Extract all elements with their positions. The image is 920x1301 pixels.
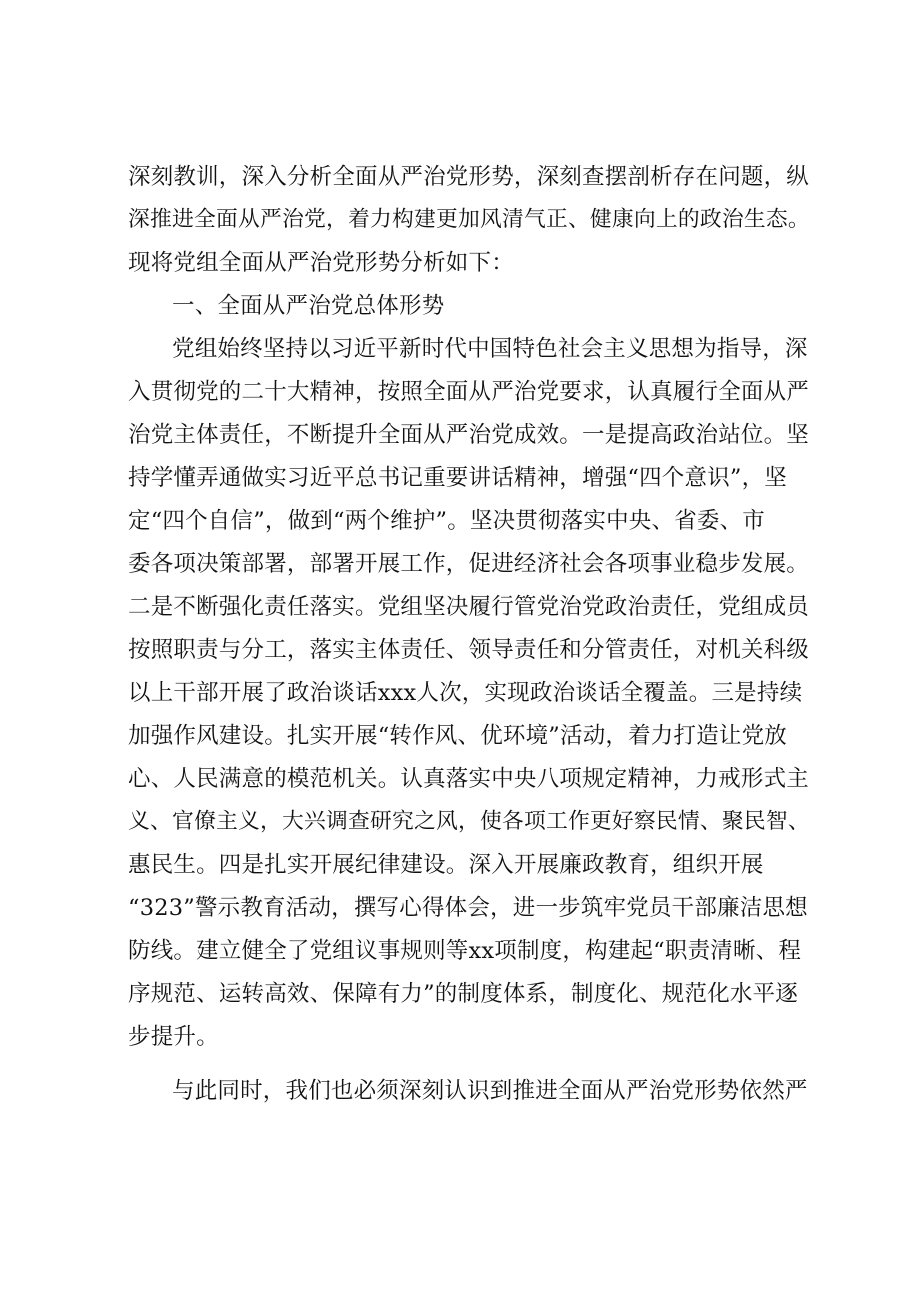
body-line-12: 义、官僚主义，大兴调查研究之风，使各项工作更好察民情、聚民智、 — [128, 809, 810, 834]
body-line-9: 以上干部开展了政治谈话xxx人次，实现政治谈话全覆盖。三是持续 — [128, 680, 803, 706]
body-line-17: 步提升。 — [128, 1024, 219, 1050]
body-line-1: 党组始终坚持以习近平新时代中国特色社会主义思想为指导，深 — [172, 336, 808, 362]
body-line-5: 定“四个自信”，做到“两个维护”。坚决贯彻落实中央、省委、市 — [128, 508, 766, 534]
intro-line-3: 现将党组全面从严治党形势分析如下： — [128, 250, 514, 276]
section-heading: 一、全面从严治党总体形势 — [172, 293, 445, 319]
body-line-4: 持学懂弄通做实习近平总书记重要讲话精神，增强“四个意识”，坚 — [128, 465, 788, 491]
intro-line-1: 深刻教训，深入分析全面从严治党形势，深刻查摆剖析存在问题，纵 — [128, 164, 810, 190]
body-line-7: 二是不断强化责任落实。党组坚决履行管党治党政治责任，党组成员 — [128, 594, 810, 620]
body-line-10: 加强作风建设。扎实开展“转作风、优环境”活动，着力打造让党放 — [128, 723, 788, 749]
body-line-3: 治党主体责任，不断提升全面从严治党成效。一是提高政治站位。坚 — [128, 422, 810, 448]
body-line-15: 防线。建立健全了党组议事规则等xx项制度，构建起“职责清晰、程 — [128, 938, 802, 964]
closing-line: 与此同时，我们也必须深刻认识到推进全面从严治党形势依然严 — [172, 1078, 808, 1104]
body-line-13: 惠民生。四是扎实开展纪律建设。深入开展廉政教育，组织开展 — [128, 852, 764, 878]
body-line-14: “323”警示教育活动，撰写心得体会，进一步筑牢党员干部廉洁思想 — [128, 895, 808, 921]
body-line-16: 序规范、运转高效、保障有力”的制度体系，制度化、规范化水平逐 — [128, 981, 799, 1007]
intro-line-2: 深推进全面从严治党，着力构建更加风清气正、健康向上的政治生态。 — [128, 207, 810, 232]
body-line-8: 按照职责与分工，落实主体责任、领导责任和分管责任，对机关科级 — [128, 637, 810, 663]
body-line-6: 委各项决策部署，部署开展工作，促进经济社会各项事业稳步发展。 — [128, 551, 810, 577]
body-line-2: 入贯彻党的二十大精神，按照全面从严治党要求，认真履行全面从严 — [128, 379, 810, 405]
body-line-11: 心、人民满意的模范机关。认真落实中央八项规定精神，力戒形式主 — [128, 766, 810, 792]
